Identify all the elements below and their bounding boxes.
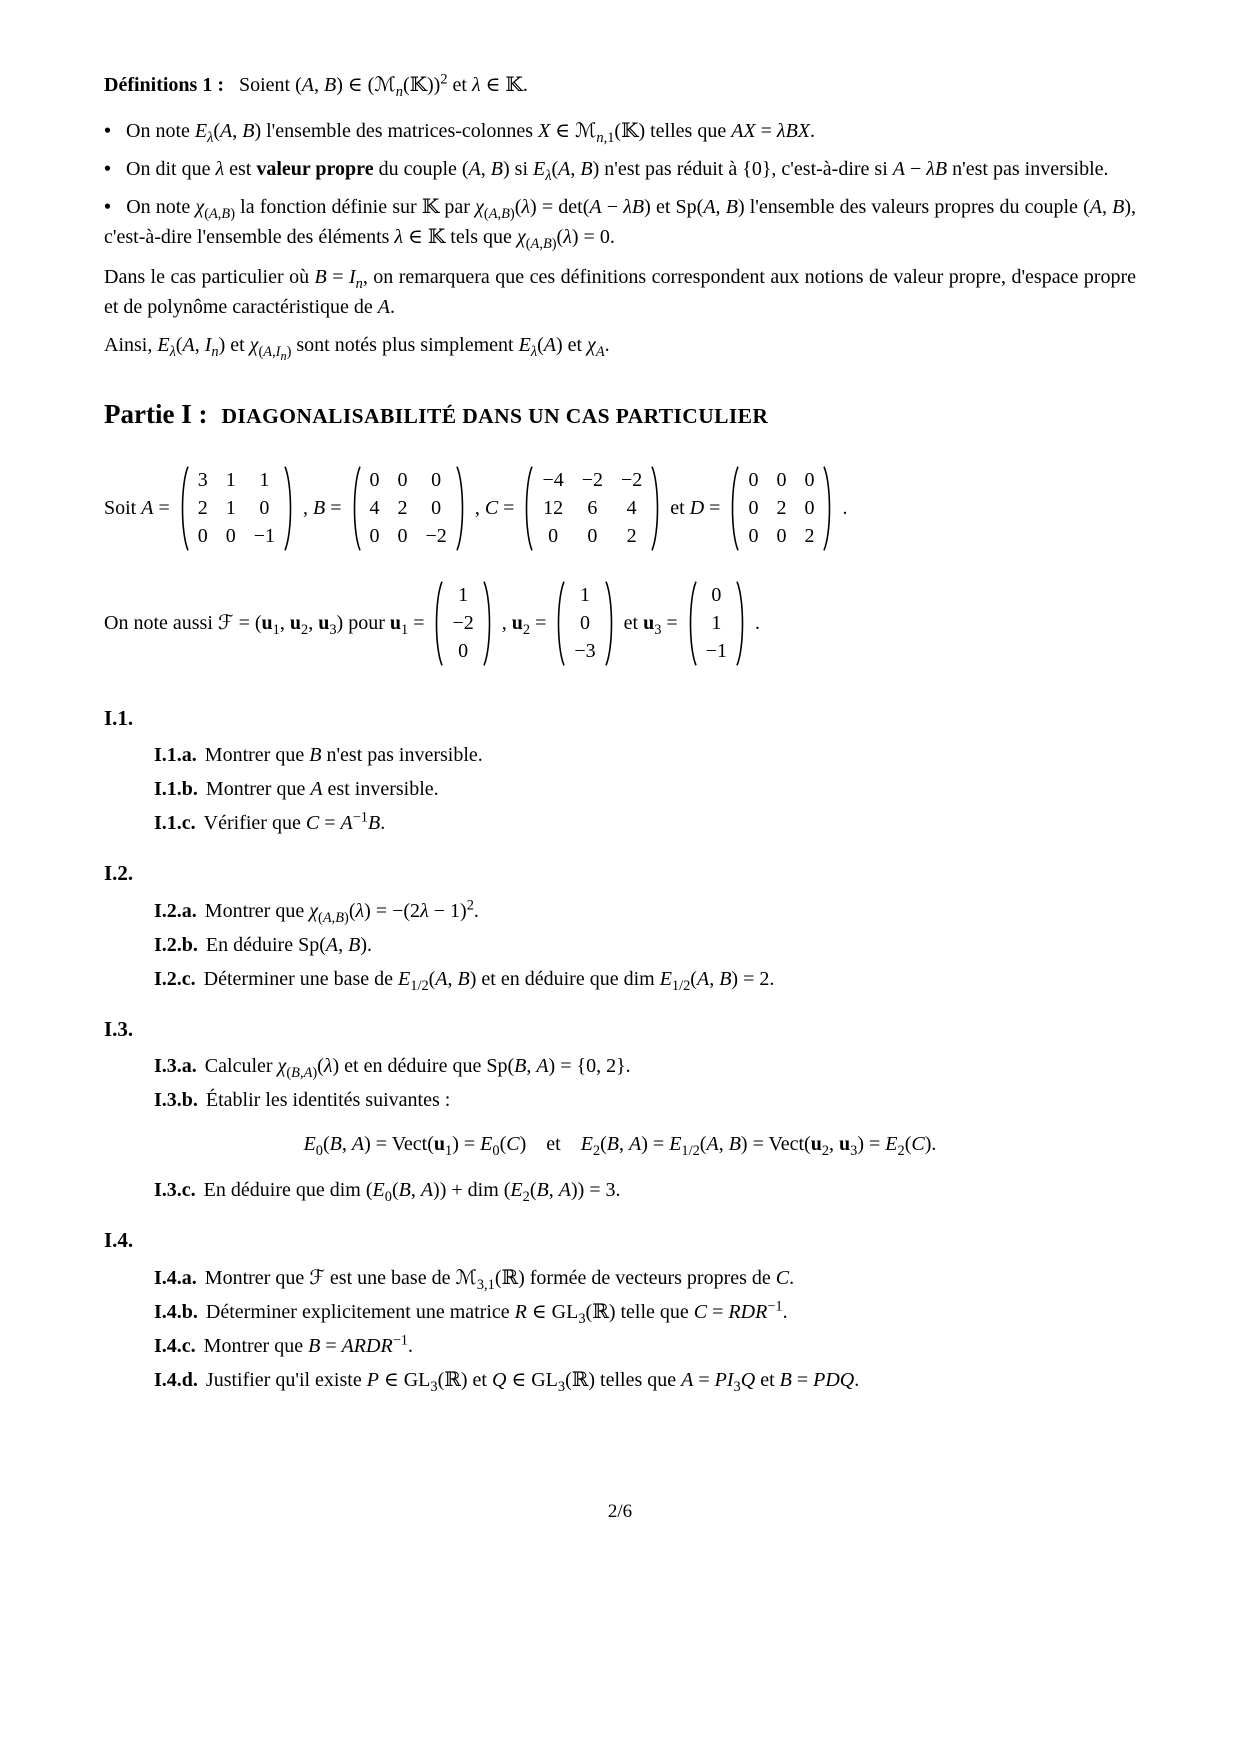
question-item-text: Montrer que ℱ est une base de ℳ$_{3,1}$(ℝ) formée de vecteurs propres de C.: [204, 1266, 795, 1293]
question-item-label: I.2.b.: [154, 933, 198, 956]
matrix-cell: 1: [225, 496, 236, 519]
matrix-cell: −1: [705, 639, 727, 662]
matrix-line-text: .: [842, 497, 848, 519]
question-item-label: I.4.a.: [154, 1266, 197, 1289]
bullet-icon: •: [103, 118, 112, 144]
matrix-cell: 0: [748, 468, 759, 491]
right-paren: [283, 465, 295, 552]
matrix-cell: 4: [626, 496, 637, 519]
question-number: I.3.: [104, 1016, 134, 1041]
question-item-text: Déterminer une base de $E_{1/2}(A$, B) et en déduire que dim $E_{1/2}(A$, B) = 2.: [203, 967, 775, 994]
right-paren: [650, 465, 662, 552]
right-paren: [822, 465, 834, 552]
matrix-grid: [362, 465, 455, 552]
matrix-cell: 0: [197, 524, 208, 547]
question-item-text: Calculer $\chi_{(B,A)}(\lambda)$ et en déduire que Sp(B, A) = {0, 2}.: [204, 1055, 631, 1081]
matrix-cell: 0: [369, 468, 380, 491]
question-item-text: En déduire que dim ($E_0(B$, A)) + dim ($E_2(B$, A)) = 3.: [203, 1179, 621, 1205]
question-item: [154, 740, 1136, 770]
question-item: [154, 1263, 1136, 1293]
question-item-label: I.1.a.: [154, 744, 197, 766]
question-item: [154, 964, 1136, 994]
matrix-cell: 0: [748, 524, 759, 547]
matrix-cell: 2: [804, 524, 815, 547]
question-item-text: Établir les identités suivantes :: [205, 1089, 451, 1111]
left-paren: [728, 465, 740, 552]
remark-paragraph: Dans le cas particulier où $B = I_n$, on remarquera que ces définitions correspondent aux notions de valeur propre, d'espace propre et de polynôme caractéristique de A.: [104, 266, 1136, 318]
question-item-label: I.1.c.: [154, 812, 196, 834]
question-item: [154, 1297, 1136, 1327]
matrix-B: [350, 465, 467, 552]
right-paren: [604, 580, 616, 667]
matrix-cell: 0: [225, 524, 236, 547]
vector-line-text: et $u_3$ =: [623, 612, 678, 638]
question-item: [154, 1365, 1136, 1395]
bullet-text: On dit que λ est valeur propre du couple (A, B) si $E_\lambda(A$, B) n'est pas réduit à {0}, c'est-à-dire si A − λB n'est pas inversible.: [126, 158, 1109, 184]
question-item-label: I.4.c.: [154, 1334, 196, 1357]
vector-line-text: , $u_2$ =: [501, 612, 547, 638]
part1-heading-label: Partie I :: [104, 399, 208, 429]
vector-line-text: .: [754, 612, 760, 634]
matrix-cell: 0: [431, 496, 442, 519]
question-item: [154, 896, 1136, 926]
left-paren: [686, 580, 698, 667]
matrix-cell: −2: [452, 611, 474, 634]
matrix-line-text: , B =: [303, 497, 342, 519]
question-item-text: Vérifier que $C = A^{-1}B$.: [203, 809, 386, 834]
matrix-grid: [740, 465, 822, 552]
matrix-cell: 0: [804, 496, 815, 519]
bullet-text: On note $E_\lambda(A$, B) l'ensemble des matrices-colonnes X ∈ ℳ$_{n,1}$(𝕂) telles que AX = λBX.: [126, 120, 816, 146]
matrix-cell: −1: [253, 524, 276, 547]
matrix-cell: 12: [543, 496, 564, 519]
matrix-definitions-line: [104, 465, 1136, 552]
question-item-text: Justifier qu'il existe P ∈ $GL_3(ℝ)$ et Q ∈ $GL_3(ℝ)$ telles que $A = PI_3Q$ et B = PDQ.: [205, 1368, 860, 1395]
matrix-cell: 1: [259, 468, 270, 491]
question-item-label: I.3.a.: [154, 1055, 197, 1077]
matrix-cell: 0: [548, 524, 559, 547]
question-group-I3: [104, 1014, 1136, 1206]
matrix-grid: [534, 465, 650, 552]
matrix-cell: 1: [458, 583, 469, 606]
vector-line-text: On note aussi ℱ = ($u_1$, $u_2$, $u_3$) pour $u_1$ =: [104, 612, 425, 638]
definition-bullet-1: [104, 116, 1136, 146]
matrix-cell: −4: [542, 468, 564, 491]
matrix-cell: 0: [369, 524, 380, 547]
part1-heading-title: DIAGONALISABILITÉ DANS UN CAS PARTICULIER: [221, 404, 769, 428]
question-number: I.1.: [104, 705, 134, 730]
vector-grid: [698, 580, 735, 667]
matrix-cell: 0: [804, 468, 815, 491]
matrix-grid: [190, 465, 283, 552]
definition-bullet-3: [104, 192, 1136, 252]
matrix-D: [728, 465, 834, 552]
identities-equation: $E_0(B$, $A) = Vect(u_1) = E_0(C)$ et $E_2(B$, $A) = E_{1/2}(A$, $B) = Vect(u_2$, $u_3) = E_2(C)$.: [303, 1133, 937, 1159]
vector-grid: [444, 580, 481, 667]
matrix-cell: 2: [197, 496, 208, 519]
matrix-cell: 0: [587, 524, 598, 547]
left-paren: [178, 465, 190, 552]
vector-definitions-line: [104, 580, 1136, 667]
question-item: [154, 1051, 1136, 1081]
question-item: [154, 774, 1136, 804]
part1-heading: [104, 394, 1136, 435]
question-item-text: Déterminer explicitement une matrice R ∈ $GL_3(ℝ)$ telle que $C = RDR^{-1}$.: [205, 1297, 788, 1327]
matrix-cell: −2: [581, 468, 603, 491]
question-item-label: I.3.b.: [154, 1089, 198, 1111]
question-item-label: I.1.b.: [154, 778, 198, 800]
matrix-cell: 0: [711, 583, 722, 606]
matrix-cell: 2: [776, 496, 787, 519]
question-group-I4: [104, 1225, 1136, 1395]
question-item-label: I.2.a.: [154, 899, 197, 922]
question-item-text: Montrer que A est inversible.: [205, 778, 439, 800]
definitions-heading: Définitions 1 :: [104, 74, 224, 96]
bullet-icon: •: [103, 194, 112, 220]
page-number: 2/6: [607, 1501, 633, 1522]
matrix-cell: −2: [425, 524, 447, 547]
left-paren: [554, 580, 566, 667]
question-item-label: I.3.c.: [154, 1179, 196, 1201]
question-item-text: Montrer que B n'est pas inversible.: [204, 744, 483, 766]
matrix-cell: 0: [431, 468, 442, 491]
left-paren: [350, 465, 362, 552]
matrix-cell: 6: [587, 496, 598, 519]
question-item: [154, 930, 1136, 960]
matrix-A: [178, 465, 295, 552]
matrix-cell: 3: [197, 468, 208, 491]
question-item-text: En déduire Sp(A, B).: [205, 933, 372, 956]
question-item-text: Montrer que $B = ARDR^{-1}$.: [203, 1331, 413, 1357]
matrix-line-text: Soit A =: [104, 497, 170, 519]
matrix-cell: 0: [397, 524, 408, 547]
question-number: I.4.: [104, 1228, 134, 1252]
definitions-paragraph: [104, 70, 1136, 100]
definition-bullet-2: [104, 154, 1136, 184]
matrix-cell: 2: [397, 496, 408, 519]
matrix-cell: −2: [621, 468, 643, 491]
matrix-cell: 1: [580, 583, 590, 606]
bullet-text: On note $\chi_{(A,B)}$ la fonction définie sur 𝕂 par $\chi_{(A,B)}(\lambda) = \det(A - \lambda B)$ et Sp(A, B) l'ensemble des valeurs propres du couple (A, B), c'est-à-dire l'ensemble des éléments λ ∈ 𝕂 tels que $\chi_{(A,B)}(\lambda) = 0$.: [104, 196, 1137, 252]
matrix-C: [522, 465, 662, 552]
matrix-cell: 0: [259, 496, 270, 519]
question-item-label: I.2.c.: [154, 967, 196, 990]
matrix-cell: 0: [458, 639, 469, 662]
definitions-intro-text: Soient (A, B) ∈ (ℳ$_n$(𝕂))$^2$ et λ ∈ 𝕂.: [239, 71, 528, 100]
question-number: I.2.: [104, 861, 134, 885]
matrix-line-text: , C =: [474, 497, 515, 519]
vector-u2: [554, 580, 615, 667]
matrix-cell: 2: [626, 524, 637, 547]
question-item: [154, 808, 1136, 838]
matrix-cell: 0: [776, 468, 787, 491]
question-item: [154, 1175, 1136, 1205]
matrix-cell: 0: [776, 524, 787, 547]
question-item-label: I.4.d.: [154, 1368, 198, 1391]
matrix-cell: 4: [369, 496, 380, 519]
matrix-cell: −3: [574, 639, 596, 662]
left-paren: [522, 465, 534, 552]
right-paren: [482, 580, 494, 667]
right-paren: [735, 580, 747, 667]
bullet-icon: •: [103, 156, 112, 182]
matrix-cell: 0: [580, 611, 590, 634]
vector-grid: [566, 580, 603, 667]
question-item-label: I.4.b.: [154, 1300, 198, 1323]
notation-paragraph: Ainsi, $E_\lambda(A$, $I_n$) et $\chi_{(A,I_n)}$ sont notés plus simplement $E_\lambda(A)$ et $\chi_A$.: [104, 334, 610, 363]
matrix-cell: 0: [748, 496, 759, 519]
vector-u1: [432, 580, 493, 667]
matrix-cell: 1: [225, 468, 236, 491]
matrix-cell: 0: [397, 468, 408, 491]
question-group-I2: [104, 858, 1136, 994]
matrix-line-text: et D =: [670, 497, 721, 519]
right-paren: [455, 465, 467, 552]
question-item: [154, 1331, 1136, 1361]
matrix-cell: 1: [711, 611, 722, 634]
question-item: [154, 1085, 1136, 1115]
question-item-text: Montrer que $\chi_{(A,B)}(\lambda) = -(2\lambda - 1)^2$.: [204, 896, 479, 926]
question-group-I1: [104, 703, 1136, 839]
left-paren: [432, 580, 444, 667]
vector-u3: [686, 580, 747, 667]
